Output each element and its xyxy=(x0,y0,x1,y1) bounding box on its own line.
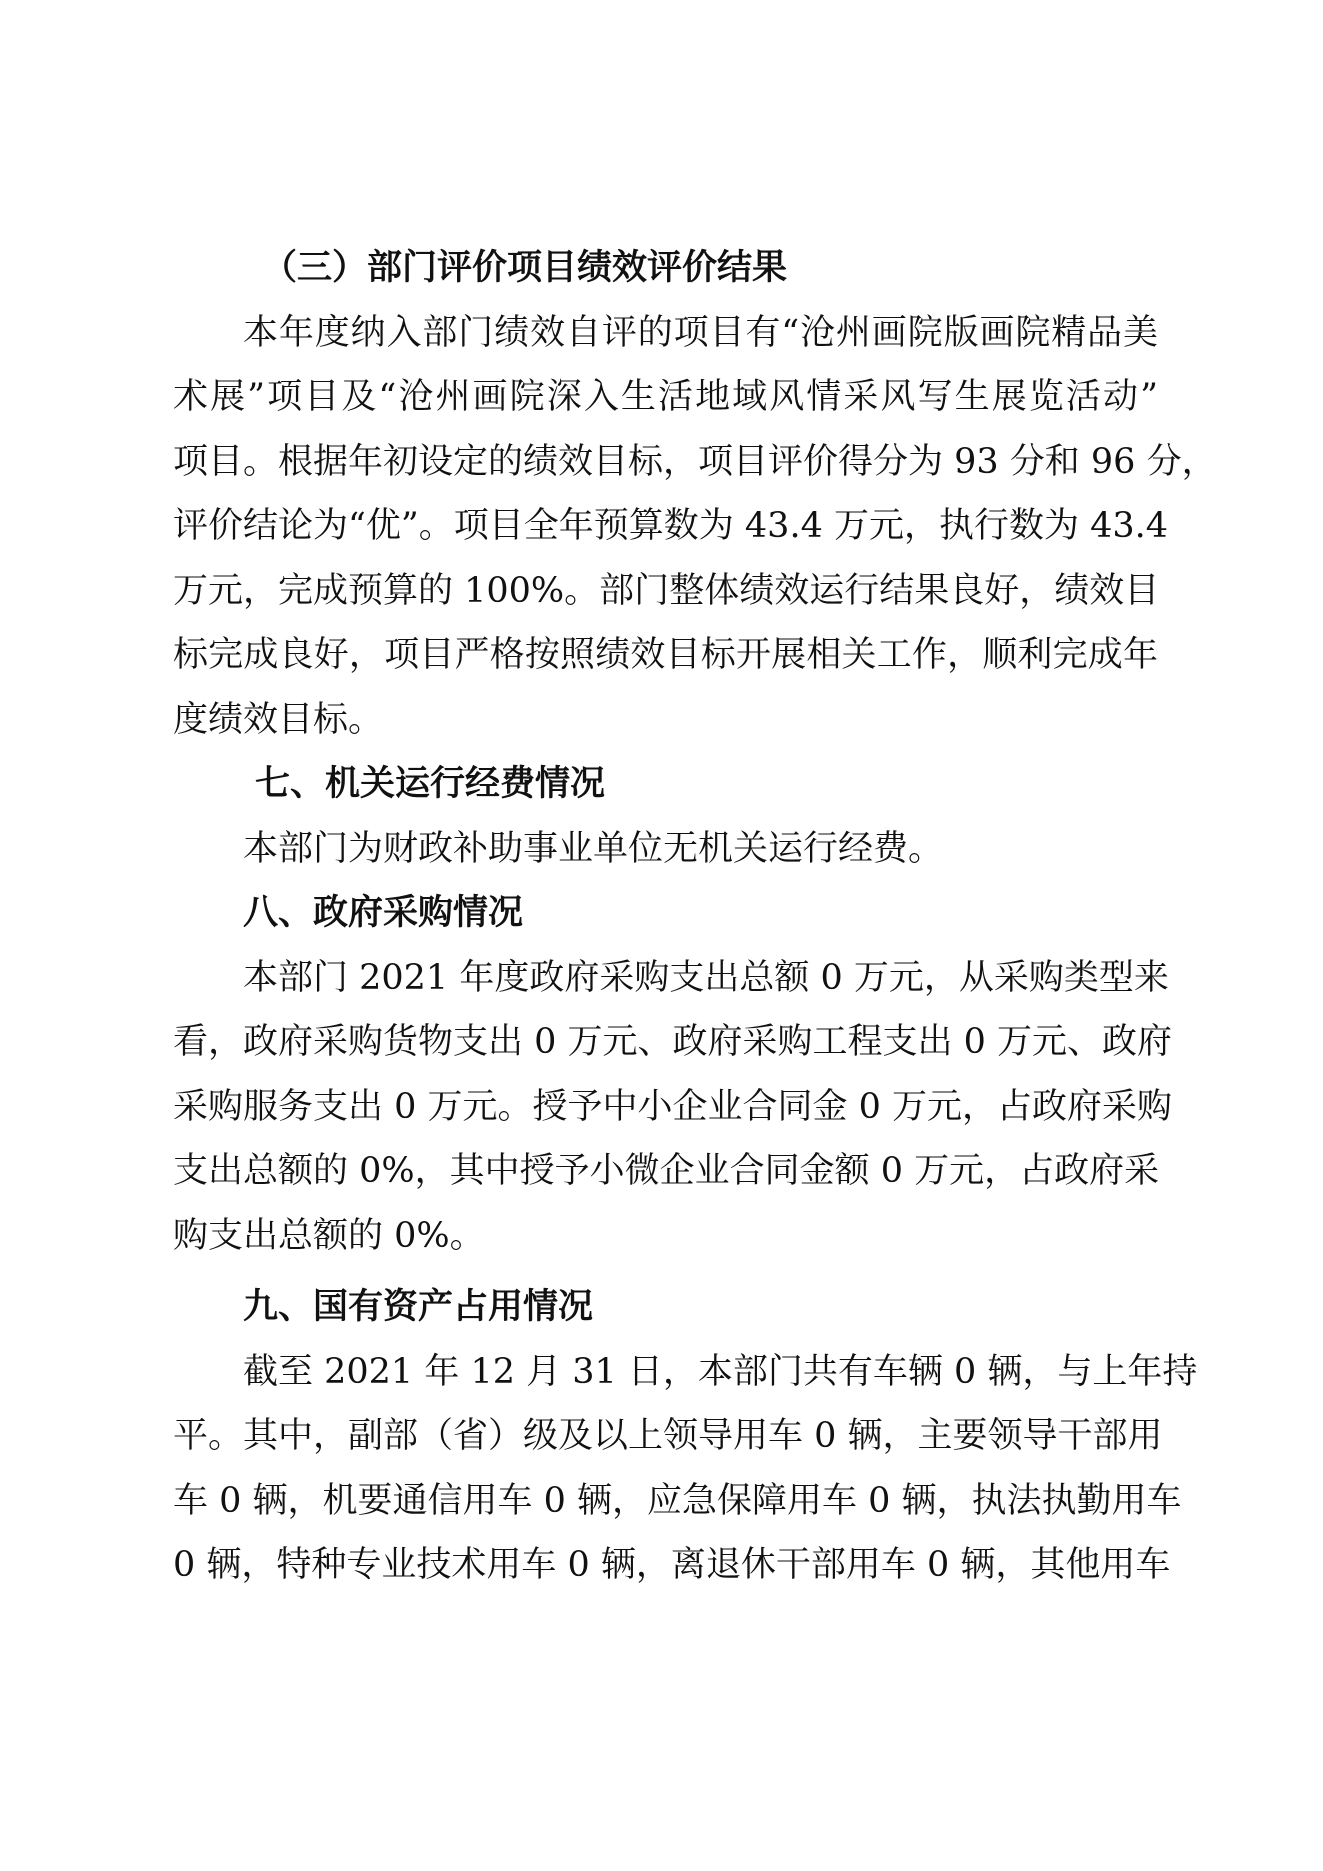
paragraph-line: 0 辆，特种专业技术用车 0 辆，离退休干部用车 0 辆，其他用车 xyxy=(173,1545,1171,1585)
paragraph-line: 本部门 2021 年度政府采购支出总额 0 万元，从采购类型来 xyxy=(243,958,1169,998)
paragraph-line: 采购服务支出 0 万元。授予中小企业合同金 0 万元，占政府采购 xyxy=(173,1087,1173,1127)
paragraph-line: 支出总额的 0%，其中授予小微企业合同金额 0 万元，占政府采 xyxy=(173,1151,1160,1191)
paragraph-line: 购支出总额的 0%。 xyxy=(173,1216,485,1256)
paragraph-line: 项目。根据年初设定的绩效目标，项目评价得分为 93 分和 96 分， xyxy=(173,442,1217,482)
section-heading-operating-expenses: 七、机关运行经费情况 xyxy=(255,764,606,804)
paragraph-line: 标完成良好，项目严格按照绩效目标开展相关工作，顺利完成年 xyxy=(173,635,1158,675)
paragraph-line: 平。其中，副部（省）级及以上领导用车 0 辆，主要领导干部用 xyxy=(173,1416,1163,1456)
paragraph-line: 车 0 辆，机要通信用车 0 辆，应急保障用车 0 辆，执法执勤用车 xyxy=(173,1481,1182,1521)
section-heading-performance-results: （三）部门评价项目绩效评价结果 xyxy=(262,248,788,288)
paragraph-line: 本部门为财政补助事业单位无机关运行经费。 xyxy=(243,829,944,869)
section-heading-state-assets: 九、国有资产占用情况 xyxy=(243,1287,594,1327)
paragraph-line: 万元，完成预算的 100%。部门整体绩效运行结果良好，绩效目 xyxy=(173,571,1160,611)
paragraph-line: 评价结论为“优”。项目全年预算数为 43.4 万元，执行数为 43.4 xyxy=(173,506,1169,546)
section-heading-government-procurement: 八、政府采购情况 xyxy=(243,893,524,933)
paragraph-line: 看，政府采购货物支出 0 万元、政府采购工程支出 0 万元、政府 xyxy=(173,1022,1173,1062)
paragraph-line: 术展”项目及“沧州画院深入生活地域风情采风写生展览活动” xyxy=(173,377,1158,417)
paragraph-line: 截至 2021 年 12 月 31 日，本部门共有车辆 0 辆，与上年持 xyxy=(243,1352,1198,1392)
paragraph-line: 度绩效目标。 xyxy=(173,700,384,740)
paragraph-line: 本年度纳入部门绩效自评的项目有“沧州画院版画院精品美 xyxy=(243,313,1158,353)
